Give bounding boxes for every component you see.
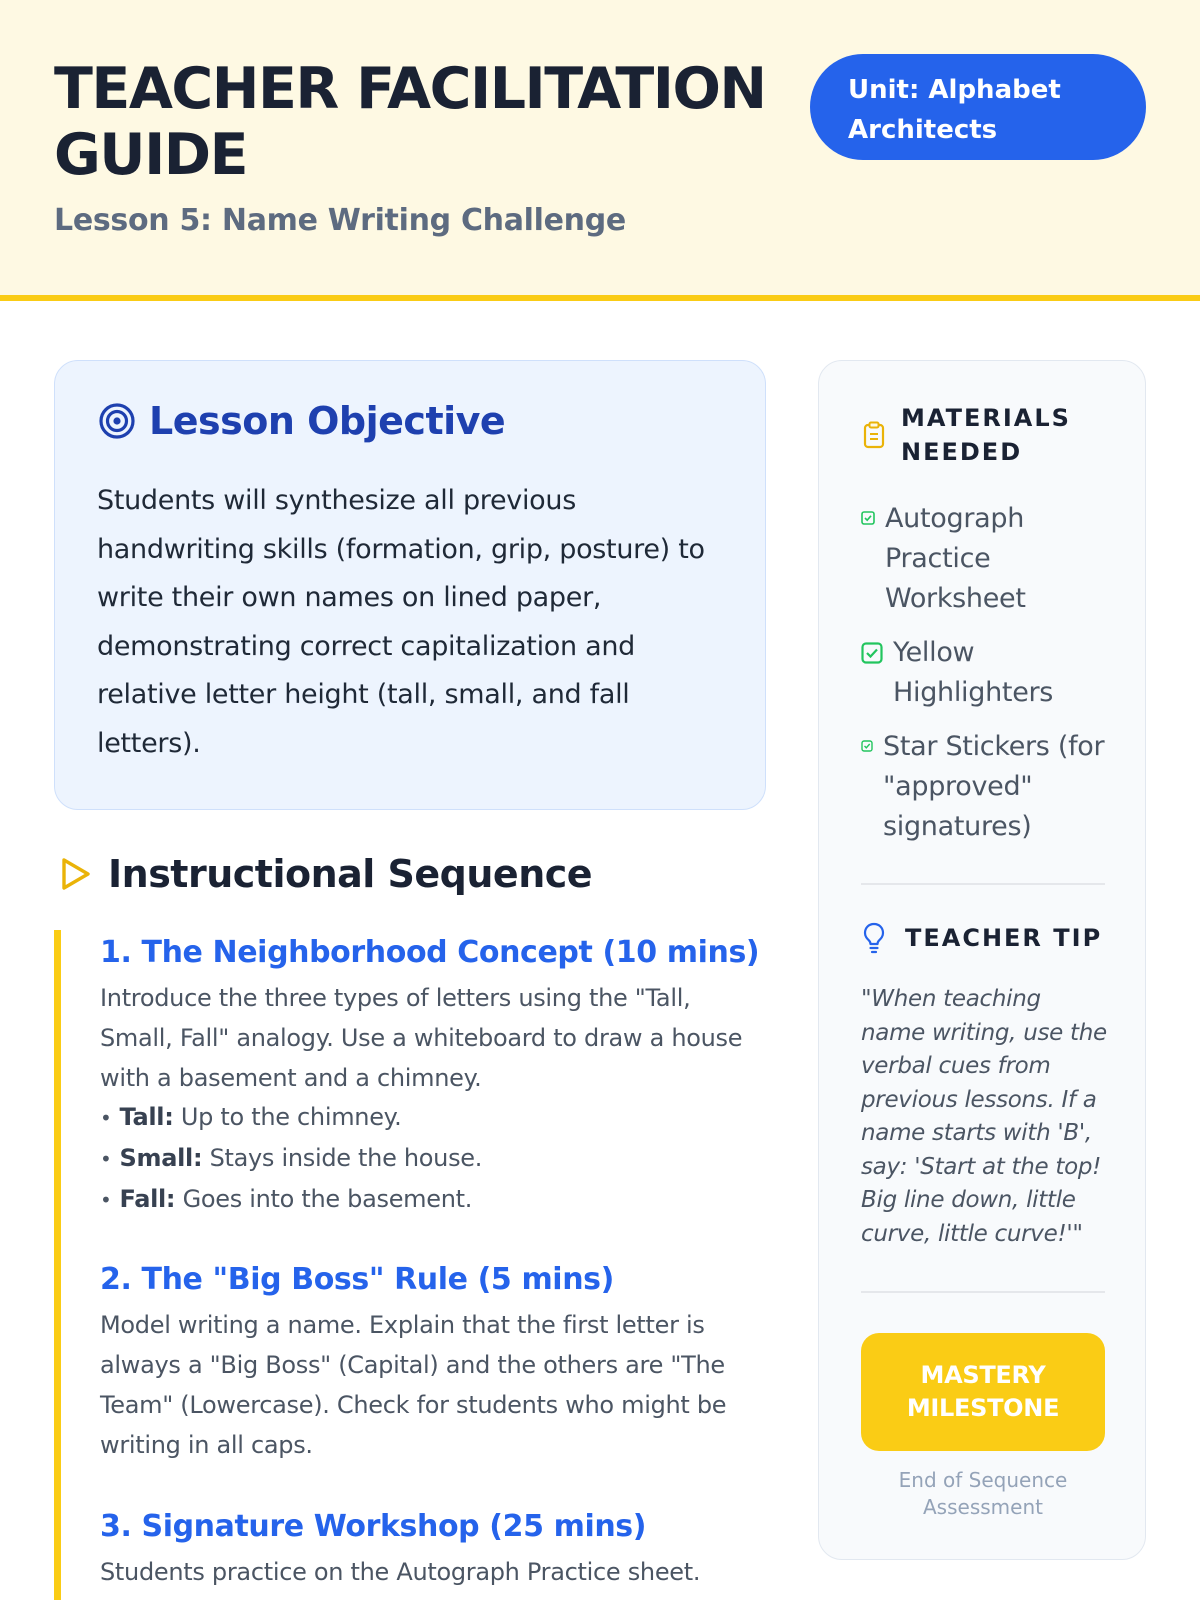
check-square-icon <box>861 642 883 664</box>
check-square-icon <box>861 740 873 752</box>
tip-title: TEACHER TIP <box>905 924 1103 952</box>
unit-badge: Unit: Alphabet Architects <box>810 54 1146 160</box>
objective-heading <box>97 399 505 443</box>
milestone-label-line2: MILESTONE <box>906 1394 1060 1422</box>
step-1-text: Introduce the three types of letters using the "Tall, Small, Fall" analogy. Use a whiteboard to draw a house with a basement and a chimney. <box>100 984 743 1092</box>
list-item: • Fall: Goes into the basement. <box>100 1185 473 1213</box>
lesson-objective-card <box>54 360 766 810</box>
milestone-label-line1: MASTERY <box>920 1361 1046 1389</box>
sequence-heading <box>56 852 592 896</box>
objective-title: Lesson Objective <box>149 399 506 443</box>
mastery-milestone-button[interactable] <box>861 1333 1105 1451</box>
list-item <box>861 499 1121 619</box>
sequence-timeline-bar <box>54 930 61 1600</box>
materials-title: MATERIALS NEEDED <box>901 404 1071 466</box>
divider <box>861 1291 1105 1293</box>
page-header <box>0 0 1200 301</box>
lesson-subtitle: Lesson 5: Name Writing Challenge <box>54 203 626 238</box>
list-item: • Tall: Up to the chimney. <box>100 1103 402 1131</box>
tip-heading <box>861 921 1102 955</box>
list-item <box>861 633 1121 713</box>
lightbulb-icon <box>861 921 887 955</box>
step-1-bullets <box>100 1097 482 1220</box>
sidebar-panel <box>818 360 1146 1560</box>
step-3-title: 3. Signature Workshop (25 mins) <box>100 1509 647 1544</box>
milestone-caption: End of Sequence Assessment <box>898 1468 1068 1519</box>
document-title: TEACHER FACILITATION GUIDE <box>54 56 766 188</box>
check-square-icon <box>861 511 875 525</box>
material-label: Star Stickers (for "approved" signatures) <box>883 731 1105 842</box>
step-1-title: 1. The Neighborhood Concept (10 mins) <box>100 935 760 970</box>
step-3-text: Students practice on the Autograph Practice sheet. <box>100 1558 701 1586</box>
list-item <box>861 727 1121 847</box>
clipboard-icon <box>861 421 887 449</box>
sequence-title: Instructional Sequence <box>108 852 593 896</box>
material-label: Autograph Practice Worksheet <box>885 503 1026 614</box>
step-2-title: 2. The "Big Boss" Rule (5 mins) <box>100 1262 614 1297</box>
material-label: Yellow Highlighters <box>893 637 1054 708</box>
list-item: • Small: Stays inside the house. <box>100 1144 483 1172</box>
objective-text: Students will synthesize all previous handwriting skills (formation, grip, posture) to write their own names on lined paper, demonstrating correct capitalization and relative letter height (tall, small, and fall letters). <box>97 485 705 759</box>
materials-list <box>861 499 1121 861</box>
step-2-text: Model writing a name. Explain that the first letter is always a "Big Boss" (Capital) and the others are "The Team" (Lowercase). Check for students who might be writing in all caps. <box>100 1311 727 1459</box>
target-icon <box>97 401 137 441</box>
tip-text: "When teaching name writing, use the verbal cues from previous lessons. If a name starts with 'B', say: 'Start at the top! Big line down, little curve, little curve!'" <box>861 986 1107 1247</box>
play-icon <box>56 855 94 893</box>
materials-heading <box>861 401 1081 469</box>
divider <box>861 883 1105 885</box>
